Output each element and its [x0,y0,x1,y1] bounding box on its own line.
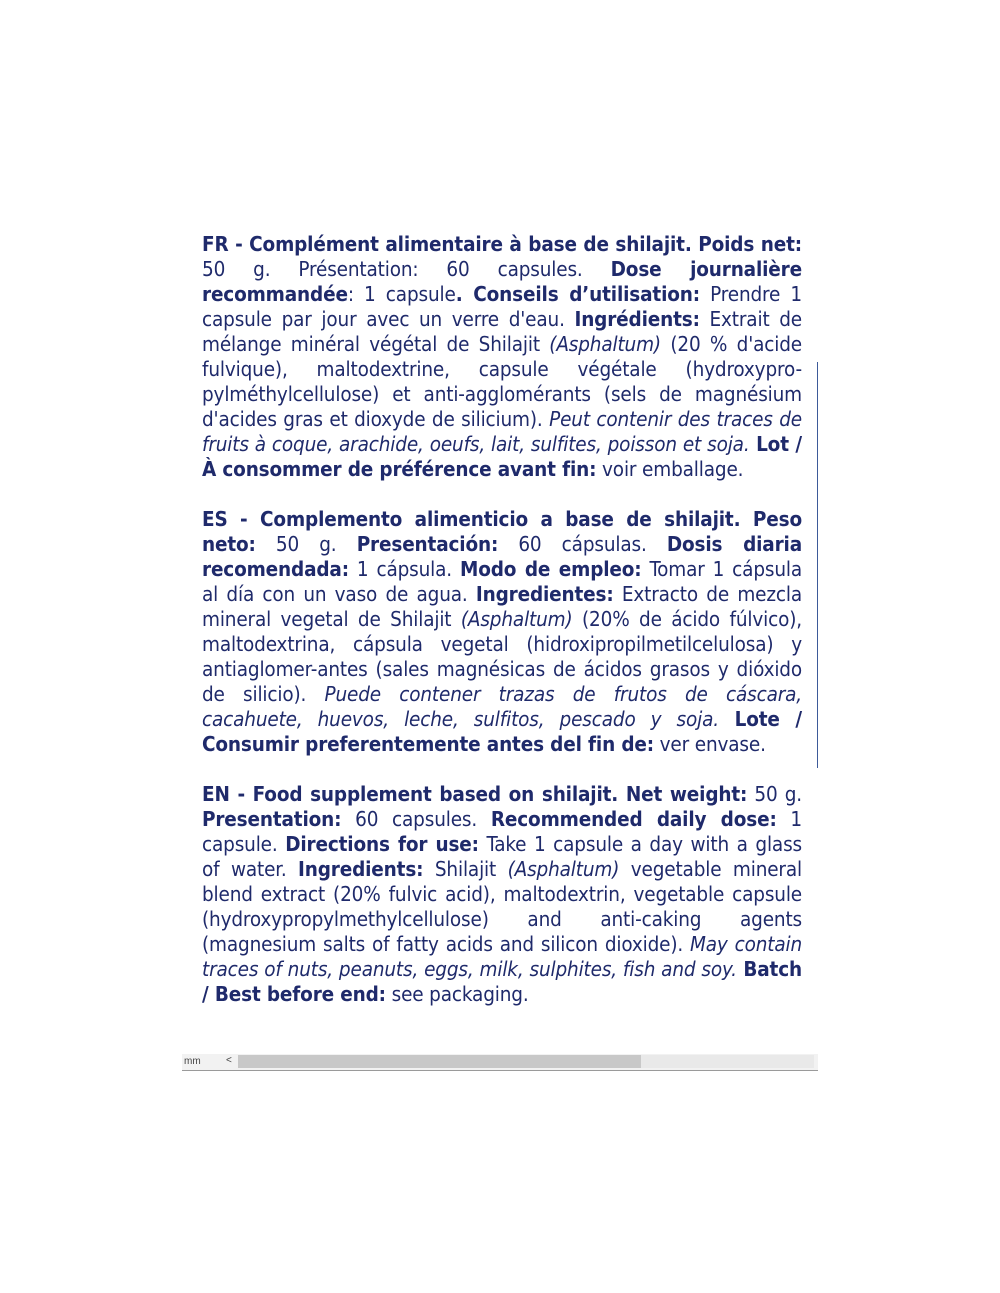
fr-run: Peut contenir des traces de fruits à coque, arachide, oeufs, lait, sulfites, poisson et soja. [202,407,802,456]
fr-run: 50 g. Présentation: 60 capsules. [202,257,611,281]
en-run: Ingredients: [298,857,424,881]
en-run: 50 g. [747,782,803,806]
paragraph-es [202,507,802,757]
fr-run: : 1 capsule [347,282,456,306]
es-run: 1 cápsula. [348,557,460,581]
es-run: 60 cápsulas. [498,532,667,556]
es-run: Dosis diaria recomendada: [202,532,802,581]
horizontal-scroll-track[interactable] [238,1055,814,1068]
fr-run: voir emballage. [596,457,744,481]
fr-run: Ingrédients: [574,307,700,331]
es-run: ES - Complemento alimenticio a base de shilajit. Peso neto: [202,507,802,556]
es-run: Puede contener trazas de frutos de cáscara, cacahuete, huevos, leche, sulfitos, pescado y soja. [202,682,802,731]
fr-run: FR - Complément alimentaire à base de shilajit. Poids net: [202,232,802,256]
horizontal-scroll-thumb[interactable] [238,1055,641,1068]
en-run: Directions for use: [285,832,479,856]
label-text [202,232,802,1032]
fr-run: Lot / À consommer de préférence avant fin: [202,432,802,481]
fr-run: . Conseils d’utilisation: [455,282,700,306]
es-run: Presentación: [356,532,499,556]
en-run: May contain traces of nuts, peanuts, eggs, milk, sulphites, fish and soy. [202,932,802,981]
scroll-left-arrow-icon[interactable]: < [226,1055,232,1066]
paragraph-en [202,782,802,1007]
es-run: ver envase. [653,732,766,756]
es-run: Tomar 1 cápsula al día con un vaso de agua. [202,557,803,606]
fr-run: Extrait de mélange minéral végétal de Shilajit [202,307,802,356]
en-run: Batch / Best before end: [202,957,802,1006]
en-run: Presentation: [202,807,342,831]
es-run: (Asphaltum) [460,607,573,631]
es-run: Lote / Consumir preferentemente antes del fin de: [202,707,802,756]
status-bar [182,1054,818,1071]
en-run: vegetable mineral blend extract (20% fulvic acid), maltodextrin, vegetable capsule (hydroxypropylmethylcellulose) and anti-caking agents (magnesium salts of fatty acids and silicon dioxide). [202,857,802,956]
en-run: Take 1 capsule a day with a glass of water. [202,832,803,881]
unit-label: mm [184,1056,201,1067]
en-run: EN - Food supplement based on shilajit. Net weight: [202,782,748,806]
es-run: Ingredientes: [475,582,614,606]
fr-run: Dose journalière recommandée [202,257,802,306]
en-run: Recommended daily dose: [490,807,777,831]
en-run: see packaging. [385,982,529,1006]
es-run: Extracto de mezcla mineral vegetal de Shilajit [202,582,802,631]
es-run: (20% de ácido fúlvico), maltodextrina, cápsula vegetal (hidroxipropilmetilcelulosa) y antiaglomer-antes (sales magnésicas de ácidos grasos y dióxido de silicio). [202,607,802,706]
en-run: (Asphaltum) [507,857,620,881]
fr-run: Prendre 1 capsule par jour avec un verre d'eau. [202,282,802,331]
paragraph-fr [202,232,802,482]
margin-rule [817,362,818,768]
fr-run: (Asphaltum) [549,332,661,356]
en-run: 1 capsule. [202,807,802,856]
en-run: 60 capsules. [341,807,491,831]
fr-run: (20 % d'acide fulvique), maltodextrine, capsule végétale (hydroxypro-pylméthylcellulose) et anti-agglomérants (sels de magnésium d'acides gras et dioxyde de silicium). [202,332,802,431]
es-run: Modo de empleo: [459,557,642,581]
en-run: Shilajit [423,857,508,881]
es-run: 50 g. [255,532,357,556]
